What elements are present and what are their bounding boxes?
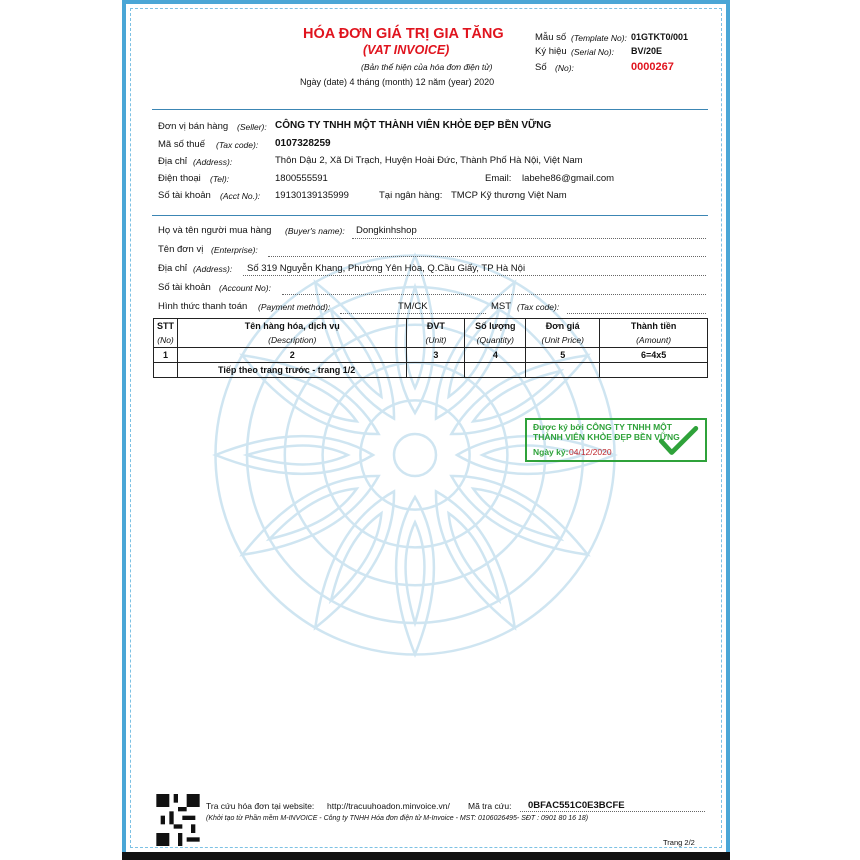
lookup-label: Tra cứu hóa đơn tại website: [206, 801, 315, 811]
qr-code-icon [156, 794, 200, 846]
serial-label: Ký hiệu [535, 46, 567, 57]
bottom-bar [122, 852, 730, 860]
seller-acct-en: (Acct No.): [220, 191, 261, 201]
buyer-name-label: Họ và tên người mua hàng [158, 225, 272, 236]
seller-tax: 0107328259 [275, 138, 331, 149]
col-header-description: Tên hàng hóa, dịch vụ [178, 319, 407, 334]
invoice-title: HÓA ĐƠN GIÁ TRỊ GIA TĂNG [303, 26, 504, 42]
buyer-acct-line [282, 294, 706, 295]
table-subheader-row [154, 333, 708, 348]
buyer-name-en: (Buyer's name): [285, 226, 345, 236]
buyer-address: Số 319 Nguyễn Khang, Phường Yên Hòa, Q.Cầu Giấy, TP Hà Nội [247, 263, 526, 274]
col-num-1: 1 [154, 348, 178, 363]
items-table [153, 318, 708, 378]
seller-name: CÔNG TY TNHH MỘT THÀNH VIÊN KHỎE ĐẸP BỀN VỮNG [275, 120, 552, 131]
seller-tax-en: (Tax code): [216, 140, 259, 150]
buyer-mst-en: (Tax code): [517, 302, 560, 312]
col-sub-unit-price: (Unit Price) [526, 333, 600, 348]
buyer-payment-en: (Payment method): [258, 302, 331, 312]
col-header-quantity: Số lượng [465, 319, 526, 334]
seller-tel-en: (Tel): [210, 174, 230, 184]
software-note: (Khởi tạo từ Phần mềm M-INVOICE - Công ty TNHH Hóa đơn điện tử M-Invoice - MST: 0106026495- SĐT : 0901 80 16 18) [206, 815, 589, 822]
seller-acct-label: Số tài khoản [158, 190, 211, 201]
buyer-acct-en: (Account No): [219, 283, 271, 293]
lookup-code-label: Mã tra cứu: [468, 801, 512, 811]
col-num-6: 6=4x5 [600, 348, 708, 363]
col-num-5: 5 [526, 348, 600, 363]
table-row [154, 363, 708, 378]
invoice-date: Ngày (date) 4 tháng (month) 12 năm (year) 2020 [300, 77, 495, 87]
no-label: Số [535, 62, 547, 73]
col-header-amount: Thành tiền [600, 319, 708, 334]
buyer-address-en: (Address): [193, 264, 233, 274]
seller-address: Thôn Dậu 2, Xã Di Trạch, Huyện Hoài Đức, Thành Phố Hà Nội, Việt Nam [275, 155, 583, 166]
lookup-code: 0BFAC551C0E3BCFE [528, 800, 625, 811]
lookup-url[interactable]: http://tracuuhoadon.minvoice.vn/ [327, 801, 450, 811]
check-icon [657, 424, 699, 458]
col-sub-stt: (No) [154, 333, 178, 348]
buyer-enterprise-label: Tên đơn vị [158, 244, 204, 255]
table-header-row [154, 319, 708, 334]
invoice-subtitle: (VAT INVOICE) [363, 43, 450, 57]
template-en: (Template No): [571, 33, 627, 43]
seller-bank: TMCP Kỹ thương Việt Nam [451, 190, 567, 201]
buyer-address-label: Địa chỉ [158, 263, 188, 274]
seller-name-en: (Seller): [237, 122, 267, 132]
col-sub-amount: (Amount) [600, 333, 708, 348]
signature-date-label: Ngày ký: [533, 447, 569, 457]
invoice-note: (Bản thể hiện của hóa đơn điện tử) [361, 62, 493, 72]
digital-signature-box [525, 418, 707, 462]
seller-email: labehe86@gmail.com [522, 173, 615, 184]
col-sub-unit: (Unit) [407, 333, 465, 348]
col-sub-description: (Description) [178, 333, 407, 348]
buyer-payment-line [340, 313, 486, 314]
col-num-2: 2 [178, 348, 407, 363]
seller-name-label: Đơn vị bán hàng [158, 121, 229, 132]
seller-address-label: Địa chỉ [158, 156, 188, 167]
buyer-mst-label: MST [491, 301, 512, 312]
col-num-4: 4 [465, 348, 526, 363]
serial-value: BV/20E [631, 46, 663, 56]
seller-address-en: (Address): [193, 157, 233, 167]
signature-line-1: Được ký bởi CÔNG TY TNHH MỘT [533, 422, 672, 432]
header-divider [152, 109, 708, 110]
buyer-payment-label: Hình thức thanh toán [158, 301, 248, 312]
template-value: 01GTKT0/001 [631, 32, 689, 42]
col-header-stt: STT [154, 319, 178, 334]
seller-bank-label: Tại ngân hàng: [379, 190, 443, 201]
lookup-code-line [520, 811, 705, 812]
signature-date: 04/12/2020 [569, 447, 612, 457]
buyer-address-line [243, 275, 706, 276]
seller-divider [152, 215, 708, 216]
seller-tel: 1800555591 [275, 173, 328, 184]
buyer-name: Dongkinhshop [356, 225, 417, 236]
col-header-unit: ĐVT [407, 319, 465, 334]
buyer-enterprise-en: (Enterprise): [211, 245, 258, 255]
template-label: Mẫu số [535, 32, 567, 43]
col-num-3: 3 [407, 348, 465, 363]
buyer-payment: TM/CK [398, 301, 428, 312]
buyer-acct-label: Số tài khoản [158, 282, 211, 293]
page-number: Trang 2/2 [663, 838, 695, 847]
continued-note: Tiếp theo trang trước - trang 1/2 [178, 363, 407, 378]
seller-email-label: Email: [485, 173, 512, 184]
invoice-number: 0000267 [631, 61, 674, 73]
col-sub-quantity: (Quantity) [465, 333, 526, 348]
table-number-row [154, 348, 708, 363]
seller-tax-label: Mã số thuế [158, 139, 205, 150]
signature-line-2: THÀNH VIÊN KHỎE ĐẸP BỀN VỮNG [533, 432, 680, 442]
buyer-mst-line [567, 313, 706, 314]
col-header-unit-price: Đơn giá [526, 319, 600, 334]
no-en: (No): [555, 63, 574, 73]
buyer-name-line [352, 238, 706, 239]
seller-acct: 19130139135999 [275, 190, 349, 201]
serial-en: (Serial No): [571, 47, 614, 57]
seller-tel-label: Điện thoại [158, 173, 201, 184]
buyer-enterprise-line [268, 256, 706, 257]
